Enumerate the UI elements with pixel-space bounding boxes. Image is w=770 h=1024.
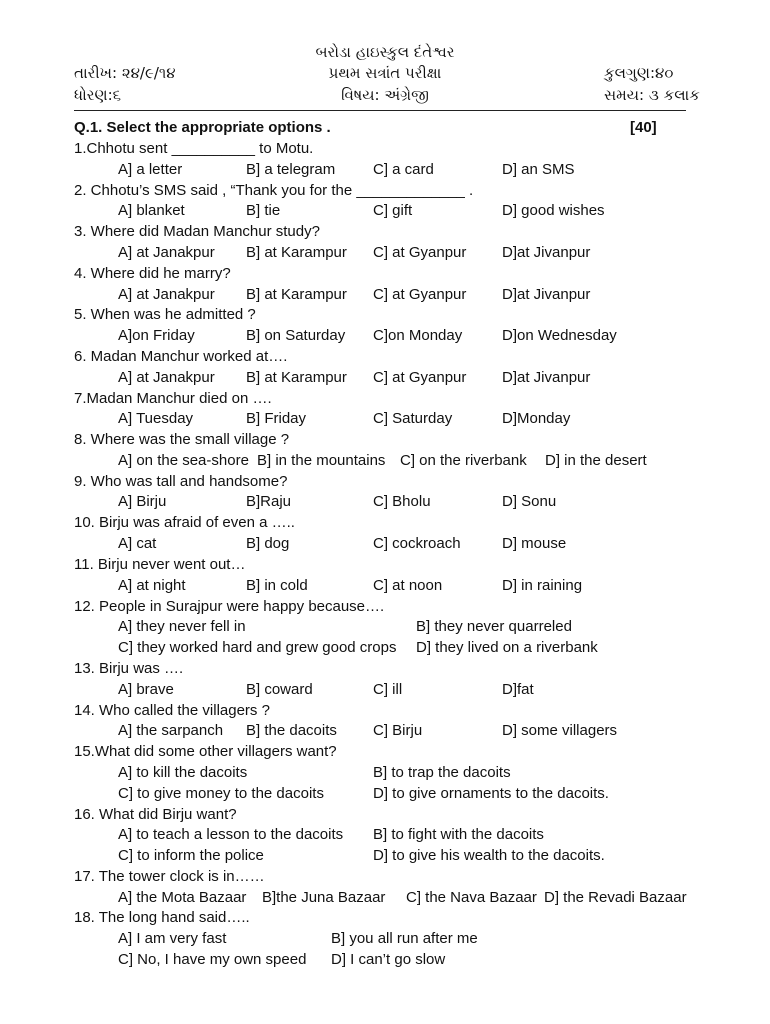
question-7: 7.Madan Manchur died on …. (74, 390, 272, 407)
q2-option-a: A] blanket (118, 202, 185, 219)
q9-option-b: B]Raju (246, 493, 292, 510)
q16-option-b: B] to fight with the dacoits (373, 826, 544, 843)
q11-option-d: D] in raining (502, 577, 583, 594)
q2-option-c: C] gift (373, 202, 413, 219)
q3-option-a: A] at Janakpur (118, 244, 215, 261)
q14-option-a: A] the sarpanch (118, 722, 224, 739)
q5-option-c: C]on Monday (373, 327, 463, 344)
q6-option-c: C] at Gyanpur (373, 369, 467, 386)
q8-option-a: A] on the sea-shore (118, 452, 249, 469)
q10-option-b: B] dog (246, 535, 290, 552)
q14-option-c: C] Birju (373, 722, 423, 739)
q1-option-b: B] a telegram (246, 161, 336, 178)
q8-option-b: B] in the mountains (257, 452, 386, 469)
q6-option-d: D]at Jivanpur (502, 369, 591, 386)
question-2: 2. Chhotu’s SMS said , “Thank you for the _____________ . (74, 182, 474, 199)
q18-option-a: A] I am very fast (118, 930, 227, 947)
q10-option-d: D] mouse (502, 535, 567, 552)
q13-option-d: D]fat (502, 681, 534, 698)
q12-option-a: A] they never fell in (118, 618, 246, 635)
q13-option-b: B] coward (246, 681, 313, 698)
q6-option-b: B] at Karampur (246, 369, 347, 386)
q15-option-c: C] to give money to the dacoits (118, 785, 324, 802)
q14-option-b: B] the dacoits (246, 722, 337, 739)
q3-option-c: C] at Gyanpur (373, 244, 467, 261)
q2-option-d: D] good wishes (502, 202, 605, 219)
section-marks: [40] (630, 119, 657, 136)
q11-option-a: A] at night (118, 577, 186, 594)
question-13: 13. Birju was …. (74, 660, 184, 677)
q5-option-d: D]on Wednesday (502, 327, 617, 344)
q18-option-b: B] you all run after me (331, 930, 478, 947)
q12-option-d: D] they lived on a riverbank (416, 639, 598, 656)
q11-option-c: C] at noon (373, 577, 443, 594)
question-14: 14. Who called the villagers ? (74, 702, 270, 719)
q4-option-b: B] at Karampur (246, 286, 347, 303)
q9-option-d: D] Sonu (502, 493, 557, 510)
question-10: 10. Birju was afraid of even a ….. (74, 514, 295, 531)
q2-option-b: B] tie (246, 202, 281, 219)
q5-option-a: A]on Friday (118, 327, 195, 344)
q6-option-a: A] at Janakpur (118, 369, 215, 386)
q1-option-a: A] a letter (118, 161, 183, 178)
question-5: 5. When was he admitted ? (74, 306, 256, 323)
q10-option-a: A] cat (118, 535, 157, 552)
q18-option-d: D] I can’t go slow (331, 951, 446, 968)
q4-option-c: C] at Gyanpur (373, 286, 467, 303)
q15-option-a: A] to kill the dacoits (118, 764, 248, 781)
q16-option-d: D] to give his wealth to the dacoits. (373, 847, 605, 864)
q17-option-c: C] the Nava Bazaar (406, 889, 537, 906)
header-divider (74, 110, 686, 111)
q7-option-d: D]Monday (502, 410, 571, 427)
question-18: 18. The long hand said….. (74, 909, 250, 926)
exam-duration: સમય: ૩ કલાક (604, 86, 700, 104)
standard: ધોરણ:૬ (74, 86, 122, 104)
question-17: 17. The tower clock is in…… (74, 868, 265, 885)
q12-option-c: C] they worked hard and grew good crops (118, 639, 397, 656)
q8-option-d: D] in the desert (545, 452, 647, 469)
q11-option-b: B] in cold (246, 577, 308, 594)
question-6: 6. Madan Manchur worked at…. (74, 348, 288, 365)
question-15: 15.What did some other villagers want? (74, 743, 337, 760)
subject: વિષય: અંગ્રેજી (341, 86, 429, 104)
q17-option-b: B]the Juna Bazaar (262, 889, 386, 906)
q1-option-d: D] an SMS (502, 161, 575, 178)
q15-option-b: B] to trap the dacoits (373, 764, 511, 781)
q9-option-a: A] Birju (118, 493, 167, 510)
q15-option-d: D] to give ornaments to the dacoits. (373, 785, 609, 802)
section-title: Q.1. Select the appropriate options . (74, 119, 331, 136)
q17-option-d: D] the Revadi Bazaar (544, 889, 687, 906)
question-1: 1.Chhotu sent __________ to Motu. (74, 140, 314, 157)
q17-option-a: A] the Mota Bazaar (118, 889, 247, 906)
q9-option-c: C] Bholu (373, 493, 431, 510)
q10-option-c: C] cockroach (373, 535, 461, 552)
question-8: 8. Where was the small village ? (74, 431, 290, 448)
q13-option-c: C] ill (373, 681, 403, 698)
question-4: 4. Where did he marry? (74, 265, 231, 282)
q18-option-c: C] No, I have my own speed (118, 951, 307, 968)
q4-option-a: A] at Janakpur (118, 286, 215, 303)
q7-option-c: C] Saturday (373, 410, 453, 427)
q3-option-b: B] at Karampur (246, 244, 347, 261)
q7-option-b: B] Friday (246, 410, 307, 427)
q12-option-b: B] they never quarreled (416, 618, 572, 635)
school-name: બરોડા હાઇસ્કુલ દંતેશ્વર (315, 43, 455, 61)
q5-option-b: B] on Saturday (246, 327, 346, 344)
q3-option-d: D]at Jivanpur (502, 244, 591, 261)
q16-option-a: A] to teach a lesson to the dacoits (118, 826, 344, 843)
q8-option-c: C] on the riverbank (400, 452, 527, 469)
question-16: 16. What did Birju want? (74, 806, 237, 823)
q1-option-c: C] a card (373, 161, 434, 178)
q16-option-c: C] to inform the police (118, 847, 264, 864)
question-3: 3. Where did Madan Manchur study? (74, 223, 320, 240)
question-9: 9. Who was tall and handsome? (74, 473, 288, 490)
exam-date: તારીખ: ૨૪/૯/૧૪ (74, 64, 176, 82)
q14-option-d: D] some villagers (502, 722, 618, 739)
total-marks: કુલગુણ:૪૦ (604, 64, 674, 82)
question-12: 12. People in Surajpur were happy because…. (74, 598, 385, 615)
q7-option-a: A] Tuesday (118, 410, 194, 427)
question-11: 11. Birju never went out… (74, 556, 246, 573)
q13-option-a: A] brave (118, 681, 174, 698)
q4-option-d: D]at Jivanpur (502, 286, 591, 303)
exam-title: પ્રથમ સત્રાંત પરીક્ષા (328, 64, 442, 82)
